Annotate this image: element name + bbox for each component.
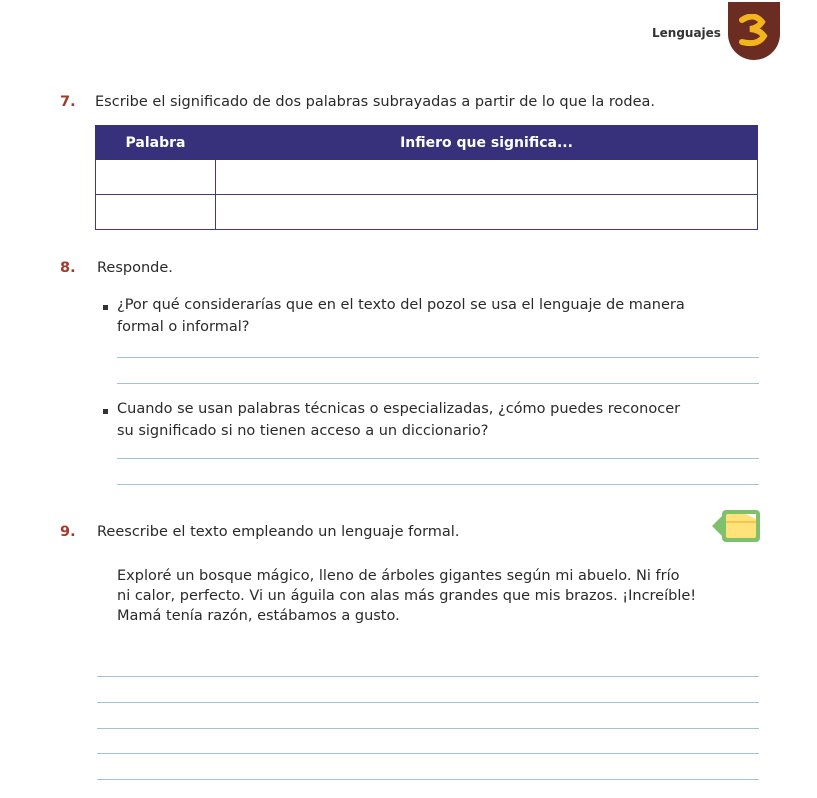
table-header-meaning: Infiero que significa... — [216, 126, 758, 160]
table-cell-word-2[interactable] — [96, 195, 216, 230]
table-cell-meaning-1[interactable] — [216, 160, 758, 195]
question-7-text: Escribe el significado de dos palabras subrayadas a partir de lo que la rodea. — [95, 94, 656, 110]
question-7-number: 7. — [60, 94, 76, 110]
bullet-2-line-1: Cuando se usan palabras técnicas o especializadas, ¿cómo puedes reconocer — [117, 401, 681, 417]
question-9-number: 9. — [60, 524, 76, 540]
passage-line-1: Exploré un bosque mágico, lleno de árboles gigantes según mi abuelo. Ni frío — [117, 568, 680, 584]
bullet-2-line-2: su significado si no tienen acceso a un diccionario? — [117, 423, 489, 439]
table-cell-meaning-2[interactable] — [216, 195, 758, 230]
table-row — [96, 195, 758, 230]
table-row — [96, 160, 758, 195]
bullet-2 — [103, 409, 108, 414]
bullet-1-line-1: ¿Por qué considerarías que en el texto del pozol se usa el lenguaje de manera — [117, 297, 685, 313]
answer-line[interactable] — [97, 676, 759, 677]
section-badge — [728, 2, 780, 60]
section-number-icon — [736, 14, 772, 48]
passage — [117, 566, 757, 626]
table-cell-word-1[interactable] — [96, 160, 216, 195]
passage-line-2: ni calor, perfecto. Vi un águila con alas más grandes que mis brazos. ¡Increíble! — [117, 588, 697, 604]
question-9-text: Reescribe el texto empleando un lenguaje formal. — [97, 524, 460, 540]
answer-line[interactable] — [97, 779, 759, 780]
answer-line[interactable] — [117, 458, 759, 459]
answer-line[interactable] — [97, 702, 759, 703]
answer-line[interactable] — [117, 357, 759, 358]
bullet-1-line-2: formal o informal? — [117, 319, 250, 335]
bullet-1 — [103, 305, 108, 310]
answer-line[interactable] — [97, 753, 759, 754]
table-header-word: Palabra — [96, 126, 216, 160]
answer-line[interactable] — [117, 484, 759, 485]
question-8-text: Responde. — [97, 260, 173, 276]
notebook-icon — [710, 507, 762, 545]
answer-line[interactable] — [117, 383, 759, 384]
section-label: Lenguajes — [652, 26, 721, 40]
answer-line[interactable] — [97, 728, 759, 729]
passage-line-3: Mamá tenía razón, estábamos a gusto. — [117, 608, 400, 624]
inference-table — [95, 125, 758, 230]
question-8-number: 8. — [60, 260, 76, 276]
